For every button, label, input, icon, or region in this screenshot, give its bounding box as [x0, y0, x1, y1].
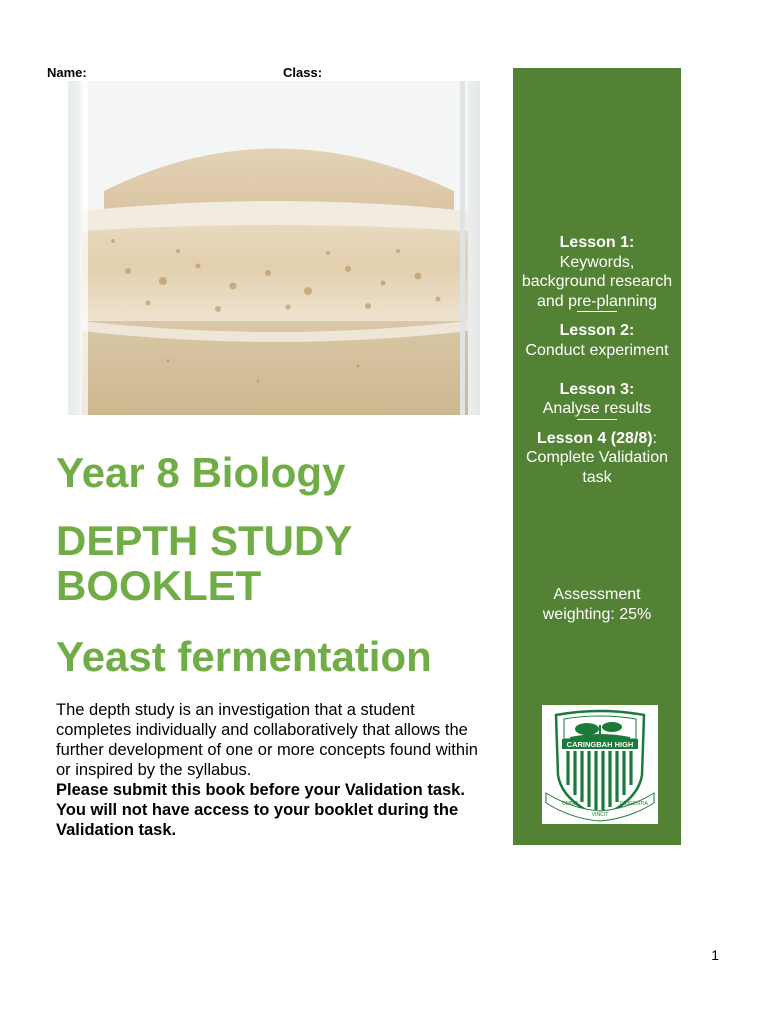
title-depth-study-booklet: DEPTH STUDY BOOKLET: [56, 517, 352, 610]
page-number: 1: [711, 947, 719, 963]
lesson-4-title: Lesson 4 (28/8): [536, 429, 653, 447]
logo-motto-right: DILIGENTIA: [620, 801, 648, 807]
description-text: The depth study is an investigation that a student completes individually and collaboratively that allows the further development of one or more concepts found within or inspired by the syllabus.: [56, 701, 478, 779]
title-year-8-biology: Year 8 Biology: [56, 449, 346, 496]
lesson-2-title: Lesson 2:: [559, 322, 635, 339]
lesson-1: [521, 233, 673, 311]
lesson-3: [521, 380, 673, 419]
description: [56, 700, 486, 840]
lesson-4-colon: :: [652, 429, 658, 447]
assessment-weighting: Assessment weighting: 25%: [542, 586, 652, 623]
logo-motto-center: VINCIT: [591, 812, 609, 818]
lesson-1-title: Lesson 1:: [559, 234, 635, 251]
logo-banner-text: CARINGBAH HIGH: [566, 740, 634, 749]
separator-line: [577, 419, 617, 420]
class-label: Class:: [283, 65, 323, 80]
lesson-3-text: Analyse results: [542, 400, 652, 417]
title-yeast-fermentation: Yeast fermentation: [56, 633, 432, 680]
description-instruction: Please submit this book before your Validation task. You will not have access to your booklet during the Validation task.: [56, 781, 465, 839]
separator-line: [577, 311, 617, 312]
yeast-fermentation-photo: [68, 81, 480, 415]
lesson-sidebar: [513, 68, 681, 845]
lesson-4-text: Complete Validation task: [525, 449, 668, 486]
lesson-4: [521, 429, 673, 488]
lesson-list: [521, 233, 673, 487]
lesson-2-text: Conduct experiment: [525, 341, 669, 359]
logo-motto-left: OMNIA: [562, 801, 579, 807]
school-crest-logo: [542, 705, 658, 824]
lesson-1-text: Keywords, background research and pre-planning: [521, 253, 673, 310]
name-label: Name:: [47, 65, 87, 80]
lesson-2: [521, 321, 673, 360]
lesson-3-title: Lesson 3:: [559, 380, 635, 398]
